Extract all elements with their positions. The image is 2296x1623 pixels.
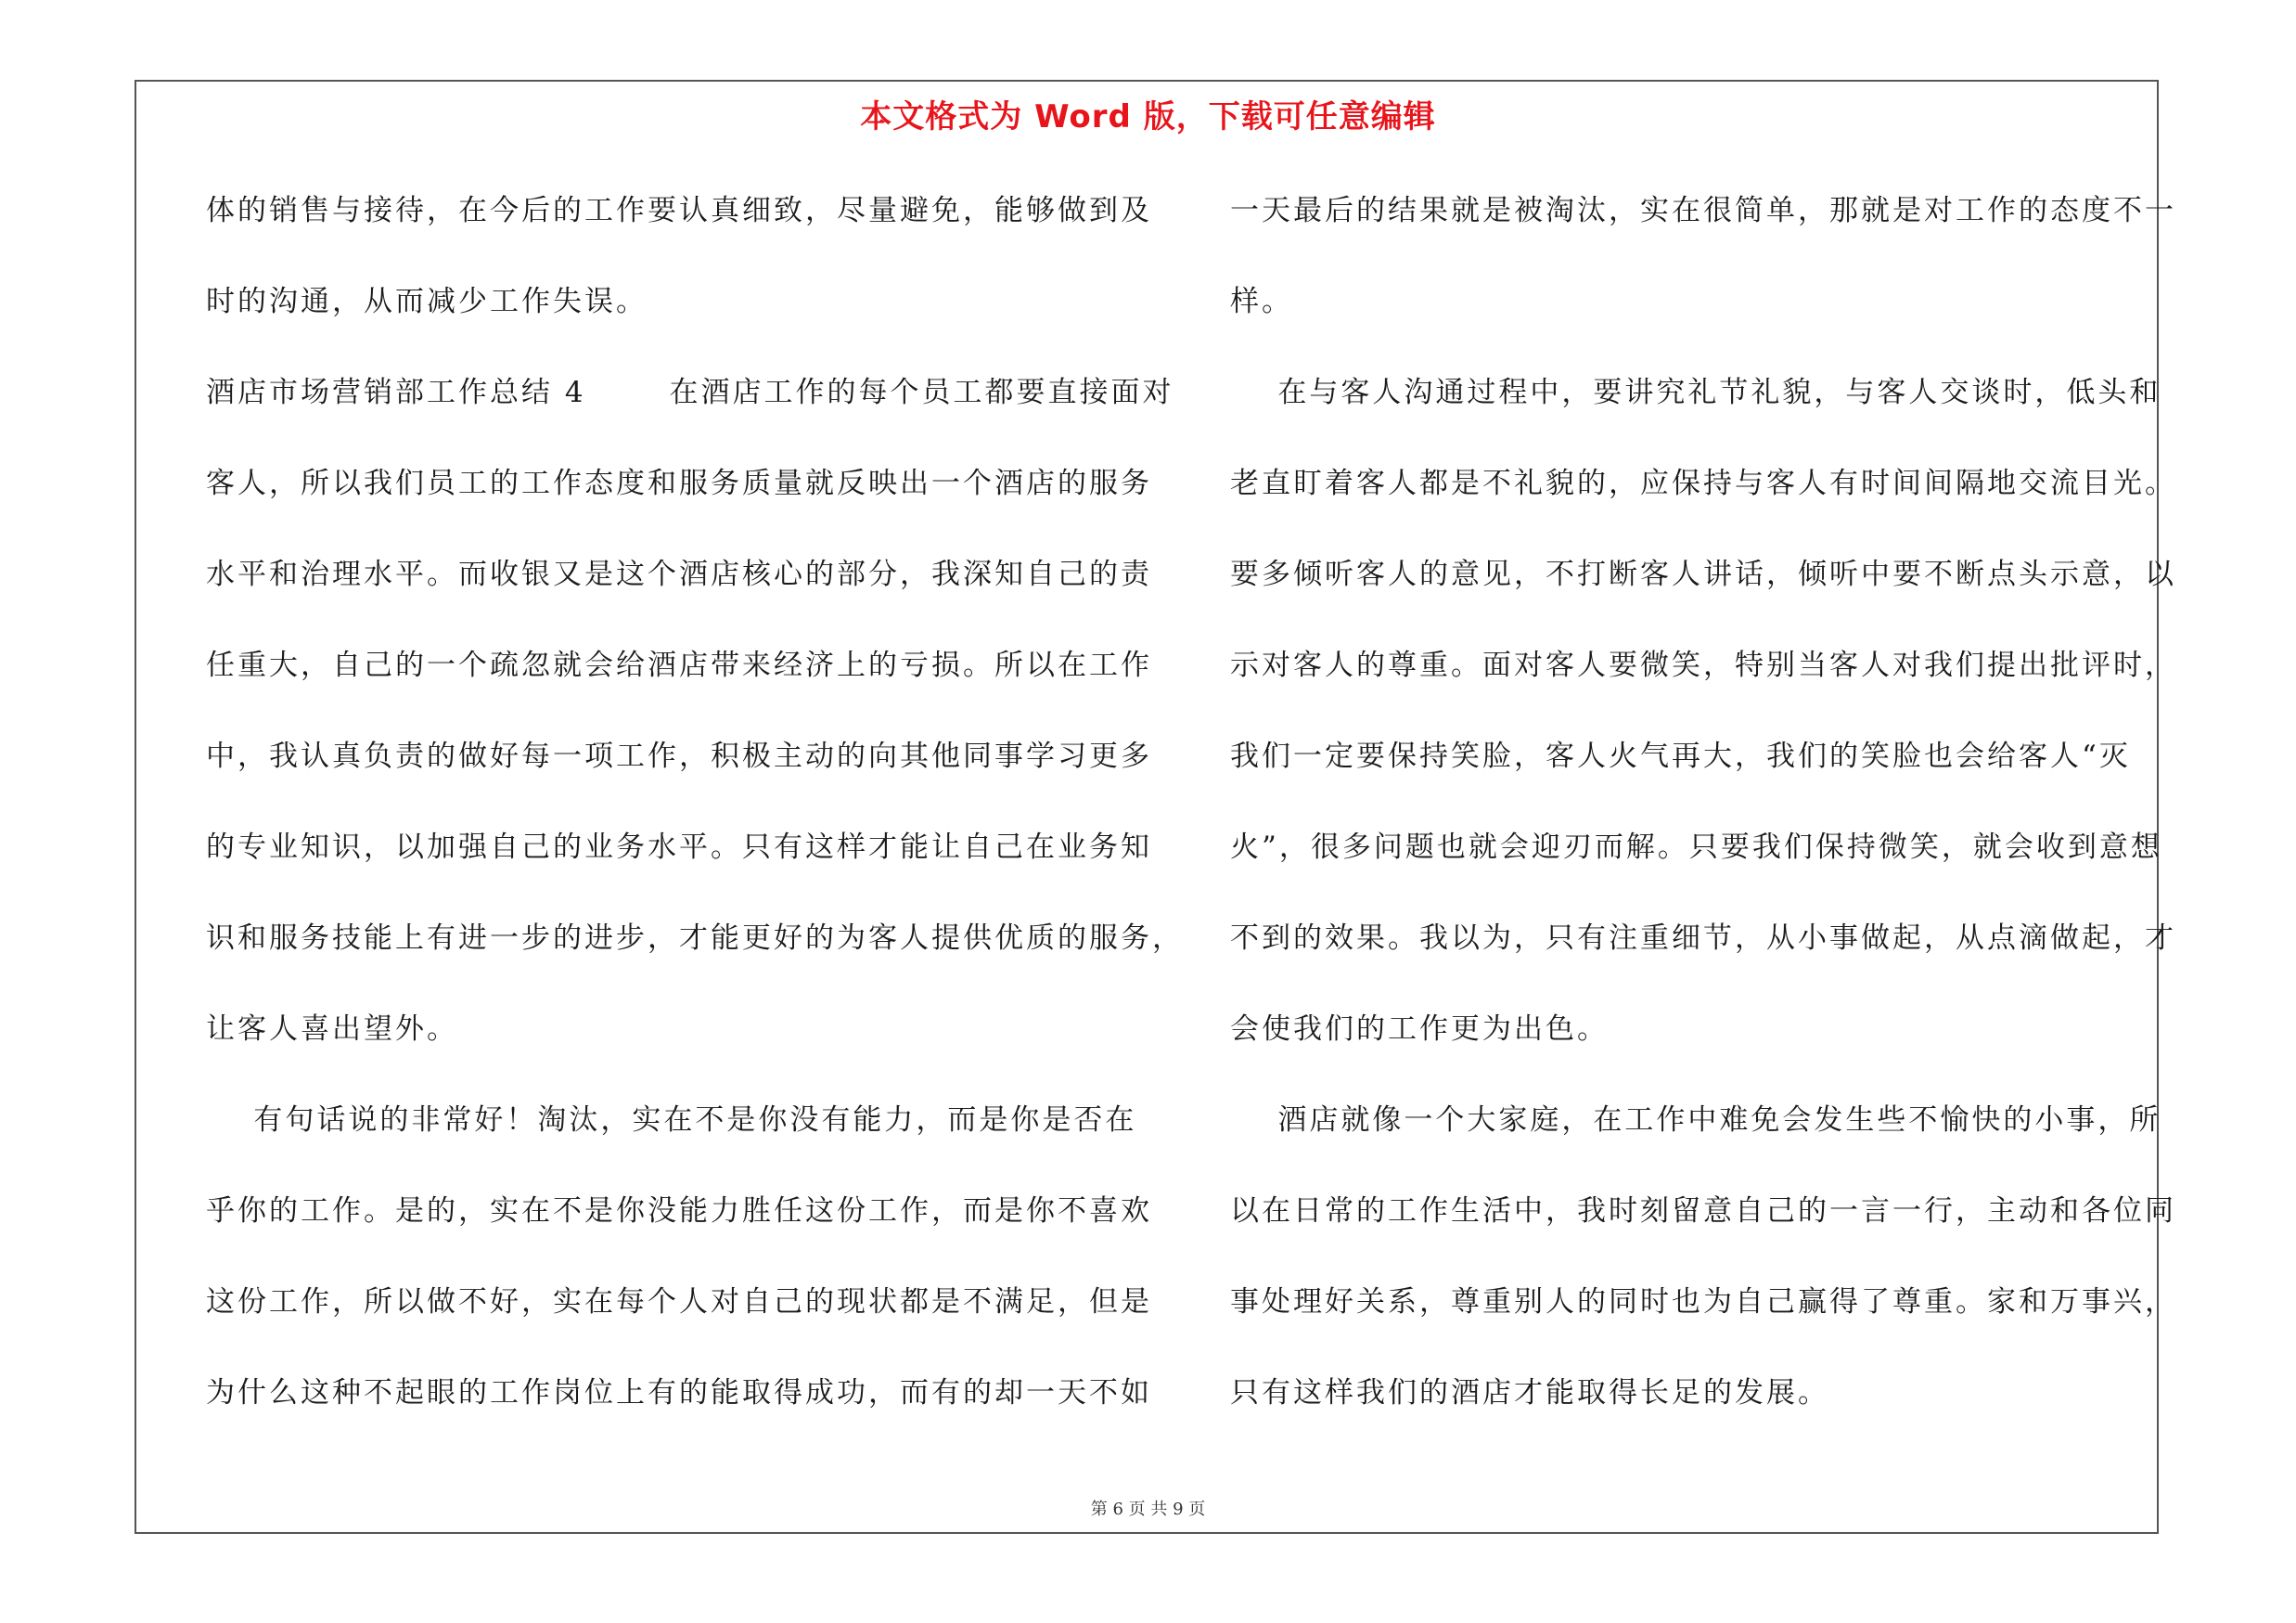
text-line: 一天最后的结果就是被淘汰，实在很简单，那就是对工作的态度不一 bbox=[1230, 194, 2176, 227]
text-line: 不到的效果。我以为，只有注重细节，从小事做起，从点滴做起，才 bbox=[1230, 921, 2176, 955]
text-line: 要多倾听客人的意见，不打断客人讲话，倾听中要不断点头示意，以 bbox=[1230, 558, 2176, 591]
text-line: 让客人喜出望外。 bbox=[206, 1012, 458, 1046]
text-line: 会使我们的工作更为出色。 bbox=[1230, 1012, 1609, 1046]
text-line: 时的沟通，从而减少工作失误。 bbox=[206, 285, 648, 318]
text-line: 以在日常的工作生活中，我时刻留意自己的一言一行，主动和各位同 bbox=[1230, 1194, 2176, 1228]
text-line: 识和服务技能上有进一步的进步，才能更好的为客人提供优质的服务， bbox=[206, 921, 1184, 955]
text-line: 样。 bbox=[1230, 285, 1293, 318]
text-line: 示对客人的尊重。面对客人要微笑，特别当客人对我们提出批评时， bbox=[1230, 649, 2176, 682]
text-line: 这份工作，所以做不好，实在每个人对自己的现状都是不满足，但是 bbox=[206, 1285, 1152, 1319]
right-column bbox=[1230, 186, 2176, 1459]
text-line: 任重大，自己的一个疏忽就会给酒店带来经济上的亏损。所以在工作 bbox=[206, 649, 1152, 682]
text-line: 酒店就像一个大家庭，在工作中难免会发生些不愉快的小事，所 bbox=[1230, 1103, 2161, 1137]
left-column bbox=[206, 186, 1184, 1459]
format-banner: 本文格式为 Word 版，下载可任意编辑 bbox=[860, 98, 1436, 135]
text-line: 体的销售与接待，在今后的工作要认真细致，尽量避免，能够做到及 bbox=[206, 194, 1152, 227]
text-line: 为什么这种不起眼的工作岗位上有的能取得成功，而有的却一天不如 bbox=[206, 1376, 1152, 1410]
text-line: 的专业知识，以加强自己的业务水平。只有这样才能让自己在业务知 bbox=[206, 831, 1152, 864]
text-line: 只有这样我们的酒店才能取得长足的发展。 bbox=[1230, 1376, 1829, 1410]
page-number: 第 6 页 共 9 页 bbox=[1090, 1500, 1206, 1519]
text-line: 老直盯着客人都是不礼貌的，应保持与客人有时间间隔地交流目光。 bbox=[1230, 467, 2176, 500]
text-line: 在与客人沟通过程中，要讲究礼节礼貌，与客人交谈时，低头和 bbox=[1230, 376, 2161, 409]
text-line: 火”，很多问题也就会迎刃而解。只要我们保持微笑，就会收到意想 bbox=[1230, 831, 2162, 864]
text-line: 有句话说的非常好！淘汰，实在不是你没有能力，而是你是否在 bbox=[206, 1103, 1137, 1137]
text-line: 酒店市场营销部工作总结 4 在酒店工作的每个员工都要直接面对 bbox=[206, 376, 1174, 409]
text-line: 事处理好关系，尊重别人的同时也为自己赢得了尊重。家和万事兴， bbox=[1230, 1285, 2176, 1319]
text-line: 我们一定要保持笑脸，客人火气再大，我们的笑脸也会给客人“灭 bbox=[1230, 740, 2131, 773]
text-line: 中，我认真负责的做好每一项工作，积极主动的向其他同事学习更多 bbox=[206, 740, 1152, 773]
text-line: 乎你的工作。是的，实在不是你没能力胜任这份工作，而是你不喜欢 bbox=[206, 1194, 1152, 1228]
text-line: 水平和治理水平。而收银又是这个酒店核心的部分，我深知自己的责 bbox=[206, 558, 1152, 591]
text-line: 客人，所以我们员工的工作态度和服务质量就反映出一个酒店的服务 bbox=[206, 467, 1152, 500]
